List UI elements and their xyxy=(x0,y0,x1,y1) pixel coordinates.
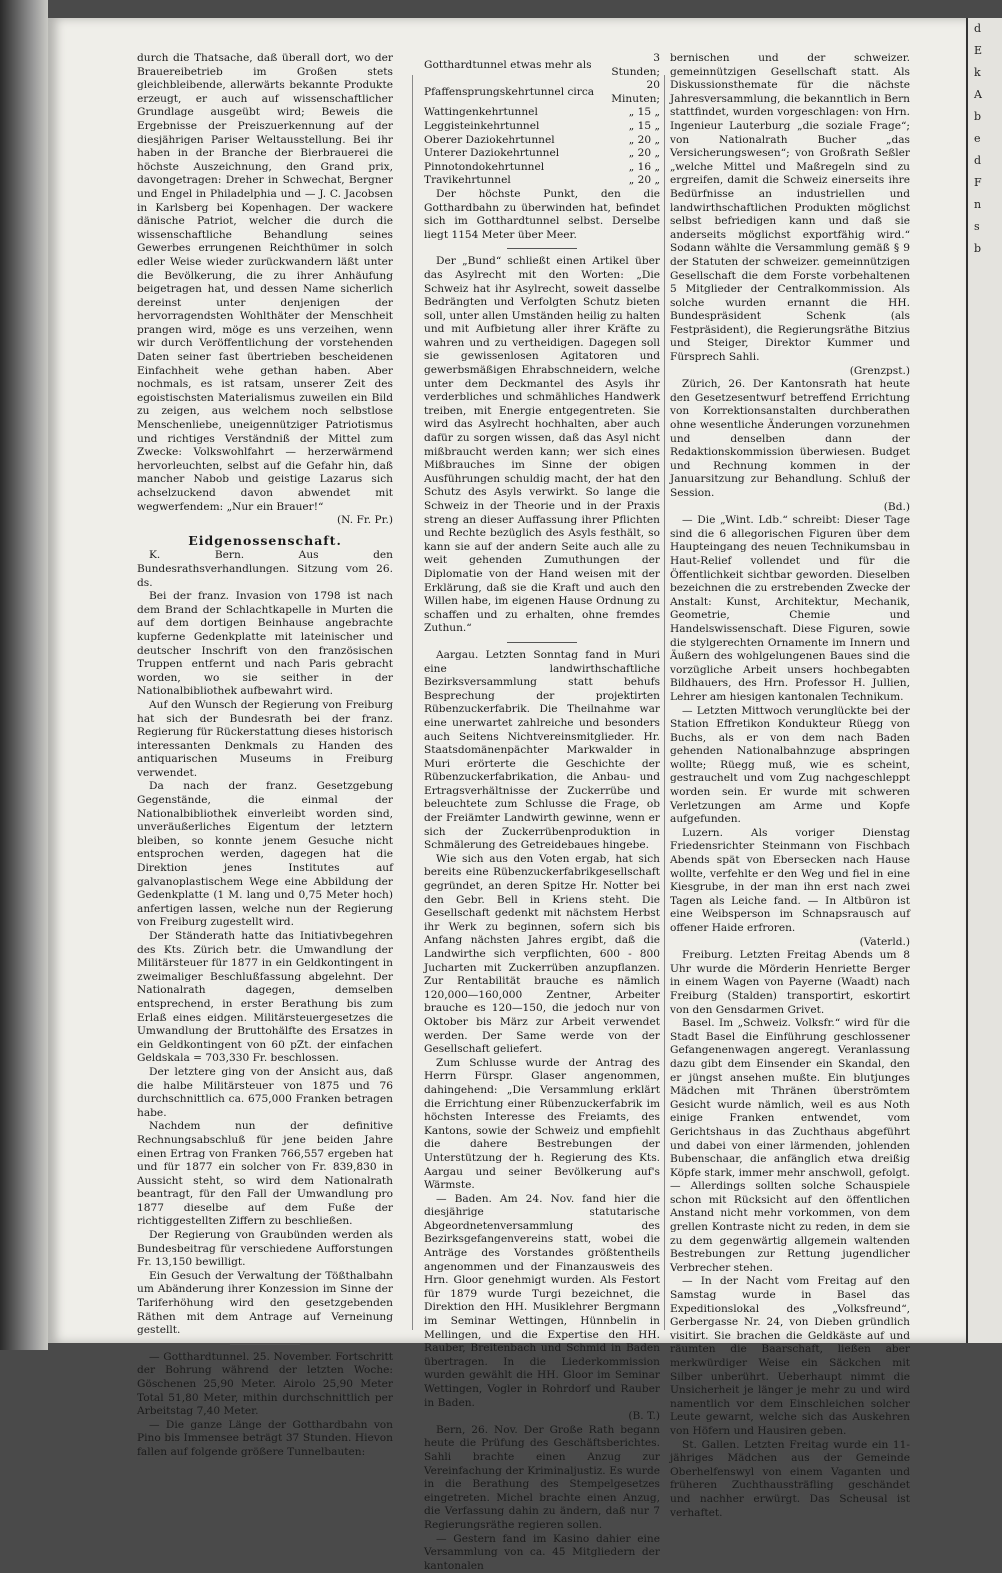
paragraph-luzern: Luzern. Als voriger Dienstag Friedensrichter Steinmann von Fischbach Abends spät von Ebersecken nach Hause wollte, verfehlte er den Weg und fiel in eine Kiesgrube, in der man ihn erst nach zwei Tagen als Leiche fand. — In Altbüron ist eine Weibsperson im Schnapsrausch auf offener Haide erfroren. xyxy=(670,826,910,934)
next-page-fragment: F xyxy=(974,176,982,189)
divider xyxy=(230,1344,300,1345)
paragraph: — Die „Wint. Ldb.“ schreibt: Dieser Tage sind die 6 allegorischen Figuren über dem Haupteingang des neuen Technikumsbau in Haut-Relief vollendet und für die Öffentlichkeit sichtbar geworden. Dieselben bezeichnen die zu erstrebenden Zwecke der Anstalt: Kunst, Architektur, Mechanik, Geometrie, Chemie und Handelswissenschaft. Diese Figuren, sowie die stylgerechten Ornamente im Innern und Äußern des wohlgelungenen Baues sind die vorzügliche Arbeit unsers hochbegabten Bildhauers, des Hrn. Professor H. Jullien, Lehrer am hiesigen kantonalen Technikum. xyxy=(670,514,910,703)
column-left xyxy=(137,52,393,1458)
tunnel-duration: „ 15 „ xyxy=(628,119,660,132)
tunnel-duration: „ 20 „ xyxy=(628,133,660,146)
paragraph: Auf den Wunsch der Regierung von Freiburg hat sich der Bundesrath bei der franz. Regierung für Rückerstattung dieses historisch interessanten Denkmals zu Handen des antiquarischen Museums in Freiburg verwendet. xyxy=(137,698,393,779)
source-attribution: (Grenzpst.) xyxy=(849,364,910,377)
paragraph: Der höchste Punkt, den die Gotthardbahn zu überwinden hat, befindet sich im Gotthardtunnel selbst. Derselbe liegt 1154 Meter über Meer. xyxy=(424,187,660,241)
next-page-fragment: d xyxy=(974,154,982,167)
paragraph-freiburg: Freiburg. Letzten Freitag Abends um 8 Uhr wurde die Mörderin Henriette Berger in einem Wagen von Payerne (Waadt) nach Freiburg (Stalden) transportirt, eskortirt von den Gensdarmen Grivet. xyxy=(670,949,910,1016)
tunnel-name: Pfaffensprungskehrtunnel circa xyxy=(424,85,595,98)
next-page-fragment: n xyxy=(974,198,982,211)
paragraph-bund: Der „Bund“ schließt einen Artikel über das Asylrecht mit den Worten: „Die Schweiz hat ihr Asylrecht, soweit dasselbe Bedrängten und Verfolgten Schutz bieten soll, unter allen Umständen heilig zu halten und mit Aufbietung aller ihrer Kräfte zu wahren und zu vertheidigen. Dagegen soll sie gewissenlosen Agitatoren und gewerbsmäßigen Ehrabschneidern, welche unter dem Deckmantel des Asyls ihr verderbliches und schmähliches Handwerk treiben, mit Energie entgegentreten. Sie wird das Asylrecht hochhalten, aber auch dafür zu sorgen wissen, daß das Asyl nicht mißbraucht werden kann; wer sich eines Mißbrauches im Sinne der obigen Ausführungen schuldig macht, der hat den Schutz des Asyls verwirkt. So lange die Schweiz in der Theorie und in der Praxis streng an dieser Auffassung ihrer Pflichten und Rechte bezüglich des Asyls festhält, so kann sie auf der andern Seite auch alle zu weit gehenden Zumuthungen der Diplomatie von der Hand weisen mit der Erklärung, daß sie die Kraft und auch den Willen habe, im eigenen Hause Ordnung zu schaffen und zu erhalten, ohne fremdes Zuthun.“ xyxy=(424,255,660,635)
divider xyxy=(507,642,577,643)
source-attribution: (Vaterld.) xyxy=(859,935,910,948)
tunnel-row xyxy=(424,52,660,79)
tunnel-duration: 20 Minuten; xyxy=(611,79,660,105)
tunnel-duration: 3 Stunden; xyxy=(611,52,660,78)
paragraph: — In der Nacht vom Freitag auf den Samstag wurde in Basel das Expeditionslokal des „Volksfreund“, Gerbergasse Nr. 24, von Dieben gründlich visitirt. Sie brachen die Geldkäste auf und räumten die Baarschaft, ließen aber merkwürdiger Weise ein Säckchen mit Silber unberührt. Ueberhaupt nimmt die Unsicherheit je länger je mehr zu und wird namentlich vor dem Einschleichen solcher Leute gewarnt, welche sich das Auskehren von Höfern und Hausiren geben. xyxy=(670,1275,910,1437)
tunnel-name: Wattingenkehrtunnel xyxy=(424,106,538,119)
paragraph: bernischen und der schweizer. gemeinnützigen Gesellschaft statt. Als Diskussionsthemate für die nächste Jahresversammlung, die bekanntlich in Bern stattfindet, wurden vorgeschlagen: von Hrn. Ingenieur Lauterburg „die soziale Frage“; von Nationalrath Bucher „das Versicherungswesen“; von Großrath Seßler „welche Mittel und Maßregeln sind zu ergreifen, damit die Schweiz einerseits ihre Bedürfnisse an industriellen und landwirthschaftlichen Produkten möglichst selbst befriedigen kann und daß sie anderseits möglichst exportfähig wird.“ Sodann wählte die Versammlung gemäß § 9 der Statuten der schweizer. gemeinnützigen Gesellschaft die dem Forste vorbehaltenen 5 Mitglieder der Centralkommission. Als solche wurden ernannt die HH. Bundespräsident Schenk (als Festpräsident), die Regierungsräthe Bitzius und Steiger, Direktor Kummer und Fürsprech Sahli. xyxy=(670,52,910,364)
tunnel-name: Unterer Daziokehrtunnel xyxy=(424,147,560,160)
paragraph-baden: — Baden. Am 24. Nov. fand hier die diesjährige statutarische Abgeordnetenversammlung des Bezirksgefangenvereins statt, wobei die Anträge des Vorstandes größtentheils angenommen und der Finanzausweis des Hrn. Gloor genehmigt wurden. Als Festort für 1879 wurde Turgi bezeichnet, die Direktion den HH. Musiklehrer Bergmann im Seminar Wettingen, Hünnbelin in Mellingen, und die Expertise den HH. Rauber, Breitenbach und Schmid in Baden übertragen. In die Liederkommission wurden gewählt die HH. Gloor im Seminar Wettingen, Vogler in Rohrdorf und Rauber in Baden. xyxy=(424,1192,660,1409)
tunnel-row xyxy=(424,161,660,175)
next-page-fragment: b xyxy=(974,242,982,255)
tunnel-name: Gotthardtunnel etwas mehr als xyxy=(424,58,592,71)
tunnel-duration: „ 16 „ xyxy=(628,160,660,173)
section-title: Eidgenossenschaft. xyxy=(188,532,342,548)
column-rule xyxy=(412,75,413,1330)
tunnel-name: Pinnotondokehrtunnel xyxy=(424,160,545,173)
paragraph-st-gallen: St. Gallen. Letzten Freitag wurde ein 11-jähriges Mädchen aus der Gemeinde Oberhelfenswyl von einem Vaganten und früheren Zuchthaussträfling geschändet und nachher erwürgt. Das Scheusal ist verhaftet. xyxy=(670,1438,910,1519)
paragraph: Der Ständerath hatte das Initiativbegehren des Kts. Zürich betr. die Umwandlung der Militärsteuer für 1877 in ein Geldkontingent in zweimaliger Beschlußfassung abgelehnt. Der Nationalrath dagegen, demselben entsprechend, in erster Berathung bis zum Erlaß eines eidgen. Militärsteuergesetzes die Umwandlung der Bruttohälfte des Ersatzes in ein Geldkontingent von 60 pZt. der einfachen Geldskala = 703,330 Fr. beschlossen. xyxy=(137,930,393,1065)
next-page-edge xyxy=(966,18,1002,1343)
paragraph-brewery: durch die Thatsache, daß überall dort, wo der Brauereibetrieb im Großen stets gleichbleibende, allerwärts bekannte Produkte erzeugt, er auch auf wissenschaftlicher Grundlage ausgeübt wird; Beweis die Ergebnisse der Preiszuerkennung auf der diesjährigen Pariser Weltausstellung. Bei ihr haben in der Branche der Bierbrauerei die höchste Auszeichnung, den Grand prix, davongetragen: Dreher in Schwechat, Bergner und Engel in Philadelphia und — J. C. Jacobsen in Karlsberg bei Kopenhagen. Der wackere dänische Patriot, welcher die durch die wissenschaftliche Behandlung seines Gewerbes errungenen Reichthümer in solch edler Weise wieder zurückwandern läßt unter die Bevölkerung, die zu ihrer Anhäufung beigetragen hat, und dessen Name sicherlich dereinst unter denjenigen der hervorragendsten Wohlthäter der Menschheit prangen wird, möge es uns verzeihen, wenn wir durch Veröffentlichung der vorstehenden Daten seiner fast übertrieben bescheidenen Einfachheit wehe gethan haben. Aber nochmals, es ist ratsam, unserer Zeit des egoistischsten Materialismus zuweilen ein Bild zu zeigen, aus welchem noch selbstlose Menschenliebe, uneigennütziger Patriotismus und richtiges Verständniß der Mittel zum Zwecke: Volkswohlfahrt — herzerwärmend hervorleuchten, selbst auf die Gefahr hin, daß mancher Nabob und geistige Lazarus sich achselzuckend davon abwendet mit wegwerfendem: „Nur ein Brauer!“ xyxy=(137,52,393,513)
tunnel-row xyxy=(424,79,660,106)
paragraph: Bei der franz. Invasion von 1798 ist nach dem Brand der Schlachtkapelle in Murten die auf dem dortigen Beinhause angebrachte kupferne Gedenkplatte mit lateinischer und deutscher Inschrift von den französischen Truppen entfernt und nach Paris gebracht worden, wo sie seither in der Nationalbibliothek aufbewahrt wird. xyxy=(137,590,393,698)
tunnel-name: Oberer Daziokehrtunnel xyxy=(424,133,555,146)
tunnel-name: Leggisteinkehrtunnel xyxy=(424,119,540,132)
paragraph: Da nach der franz. Gesetzgebung Gegenstände, die einmal der Nationalbibliothek einverleibt worden sind, unveräußerliches Eigentum der letztern bleiben, so konnte jenem Gesuche nicht entsprochen werden, dagegen hat die Direktion jenes Institutes auf galvanoplastischem Wege eine Abbildung der Gedenkplatte (1 M. lang und 0,75 Meter hoch) anfertigen lassen, welche nun der Regierung von Freiburg zugestellt wird. xyxy=(137,780,393,929)
paragraph: — Gestern fand im Kasino dahier eine Versammlung von ca. 45 Mitgliedern der kantonalen xyxy=(424,1532,660,1572)
paragraph-aargau: Aargau. Letzten Sonntag fand in Muri eine landwirthschaftliche Bezirksversammlung statt behufs Besprechung der projektirten Rübenzuckerfabrik. Die Theilnahme war eine unerwartet zahlreiche und besonders auch Seitens Nichtvereinsmitglieder. Hr. Staatsdomänenpächter Markwalder in Muri erörterte die Geschichte der Rübenzuckerfabrikation, die Anbau- und Ertragsverhältnisse der Zuckerrübe und beleuchtete zum Schlusse die Frage, ob der Freiämter Landwirth gewinne, wenn er sich der Zuckerrübenproduktion in Schmälerung des Getreidebaues hingebe. xyxy=(424,648,660,852)
tunnel-row xyxy=(424,174,660,188)
paragraph-gotthard: — Gotthardtunnel. 25. November. Fortschritt der Bohrung während der letzten Woche: Göschenen 25,90 Meter. Airolo 25,90 Meter Total 51,80 Meter, mithin durchschnittlich per Arbeitstag 7,40 Meter. xyxy=(137,1350,393,1418)
tunnel-duration: „ 20 „ xyxy=(628,174,660,187)
paragraph: Der letztere ging von der Ansicht aus, daß die halbe Militärsteuer von 1875 und 76 durchschnittlich ca. 675,000 Franken betragen habe. xyxy=(137,1065,393,1119)
paragraph-basel: Basel. Im „Schweiz. Volksfr.“ wird für die Stadt Basel die Einführung geschlossener Gefangenenwagen angeregt. Veranlassung dazu gibt dem Einsender ein Skandal, den er jüngst ansehen mußte. Ein blutjunges Mädchen mit Thränen überströmtem Gesicht wurde nämlich, weil es aus Noth einige Franken entwendet, vom Gerichtshaus in das Zuchthaus abgeführt und dabei von einer lärmenden, johlenden Bubenschaar, die anfänglich etwa dreißig Köpfe stark, immer mehr anschwoll, gefolgt. — Allerdings sollten solche Schauspiele schon mit Rücksicht auf den öffentlichen Anstand nicht mehr vorkommen, von dem grellen Kontraste nicht zu reden, in dem sie zu dem gegenwärtig allgemein waltenden Bestrebungen zur Rettung jugendlicher Verbrecher stehen. xyxy=(670,1017,910,1274)
tunnel-table xyxy=(424,52,660,188)
next-page-fragment: s xyxy=(974,220,980,233)
tunnel-row xyxy=(424,147,660,161)
tunnel-name: Travikehrtunnel xyxy=(424,174,511,187)
divider xyxy=(507,248,577,249)
next-page-fragment: A xyxy=(974,88,982,101)
paragraph-zuerich: Zürich, 26. Der Kantonsrath hat heute den Gesetzesentwurf betreffend Errichtung von Korrektionsanstalten durchberathen ohne wesentliche Änderungen vorzunehmen und denselben dann der Redaktionskommission überwiesen. Budget und Rechnung kommen in der Januarsitzung zur Behandlung. Schluß der Session. xyxy=(670,378,910,499)
source-attribution: (Bd.) xyxy=(883,500,910,513)
source-attribution: (B. T.) xyxy=(628,1410,660,1423)
tunnel-duration: „ 15 „ xyxy=(628,106,660,119)
tunnel-row xyxy=(424,134,660,148)
paragraph-bern: K. Bern. Aus den Bundesrathsverhandlungen. Sitzung vom 26. ds. xyxy=(137,549,393,589)
paragraph: Nachdem nun der definitive Rechnungsabschluß für jene beiden Jahre einen Ertrag von Franken 766,557 ergeben hat und für 1877 ein solcher von Fr. 839,830 in Aussicht steht, so wird dem Nationalrath beantragt, für den Fall der Umwandlung pro 1877 dieselbe auf dem Fuße der richtiggestellten Ziffern zu beschließen. xyxy=(137,1120,393,1228)
tunnel-row xyxy=(424,106,660,120)
source-attribution: (N. Fr. Pr.) xyxy=(337,514,393,527)
paragraph: Der Regierung von Graubünden werden als Bundesbeitrag für verschiedene Aufforstungen Fr. 13,150 bewilligt. xyxy=(137,1229,393,1269)
paragraph: — Die ganze Länge der Gotthardbahn von Pino bis Immensee beträgt 37 Stunden. Hievon fallen auf folgende größere Tunnelbauten: xyxy=(137,1418,393,1458)
next-page-fragment: E xyxy=(974,44,983,57)
paragraph: — Letzten Mittwoch verunglückte bei der Station Effretikon Kondukteur Rüegg von Buchs, als er von dem nach Baden gehenden Nationalbahnzuge abspringen wollte; Rüegg muß, wie es scheint, gestrauchelt und vom Zug nachgeschleppt worden sein. Er wurde mit schweren Verletzungen am Arme und Kopfe aufgefunden. xyxy=(670,704,910,826)
next-page-fragment: d xyxy=(974,22,982,35)
tunnel-row xyxy=(424,120,660,134)
next-page-fragment: b xyxy=(974,110,982,123)
paragraph-bern-26: Bern, 26. Nov. Der Große Rath begann heute die Prüfung des Geschäftsberichtes. Sahli brachte einen Anzug zur Vereinfachung der Kriminaljustiz. Es wurde in die Berathung des Stempelgesetzes eingetreten. Michel brachte einen Anzug, die Verfassung dahin zu ändern, daß nur 7 Regierungsräthe regieren sollen. xyxy=(424,1423,660,1531)
next-page-fragment: k xyxy=(974,66,981,79)
book-binding-edge xyxy=(0,0,48,1350)
paragraph: Zum Schlusse wurde der Antrag des Herrn Fürspr. Glaser angenommen, dahingehend: „Die Versammlung erklärt die Errichtung einer Rübenzuckerfabrik im höchsten Interesse des Freiamts, des Kantons, sowie der Schweiz und empfiehlt die dahere Bestrebungen der Unterstützung der h. Regierung des Kts. Aargau und seiner Bevölkerung auf's Wärmste. xyxy=(424,1056,660,1192)
column-right xyxy=(670,52,910,1519)
next-page-fragment: e xyxy=(974,132,981,145)
paragraph: Ein Gesuch der Verwaltung der Tößthalbahn um Abänderung ihrer Konzession im Sinne der Tariferhöhung wird den gesetzgebenden Räthen mit dem Antrage auf Verneinung gestellt. xyxy=(137,1269,393,1337)
column-rule xyxy=(664,75,665,1330)
tunnel-duration: „ 20 „ xyxy=(628,147,660,160)
column-middle xyxy=(424,52,660,1572)
paragraph: Wie sich aus den Voten ergab, hat sich bereits eine Rübenzuckerfabrikgesellschaft gegründet, an deren Spitze Hr. Notter bei den Gebr. Bell in Kriens steht. Die Gesellschaft gedenkt mit nächstem Herbst ihr Werk zu beginnen, sofern sich bis Anfang nächsten Jahres ergibt, daß die Landwirthe sich verpflichten, 600 - 800 Jucharten mit Zuckerrüben anzupflanzen. Zur Rentabilität brauche es nämlich 120,000—160,000 Zentner, Arbeiter brauche es 120—150, die jedoch nur von Oktober bis März zur Arbeit verwendet werden. Der Same werde von der Gesellschaft geliefert. xyxy=(424,852,660,1056)
